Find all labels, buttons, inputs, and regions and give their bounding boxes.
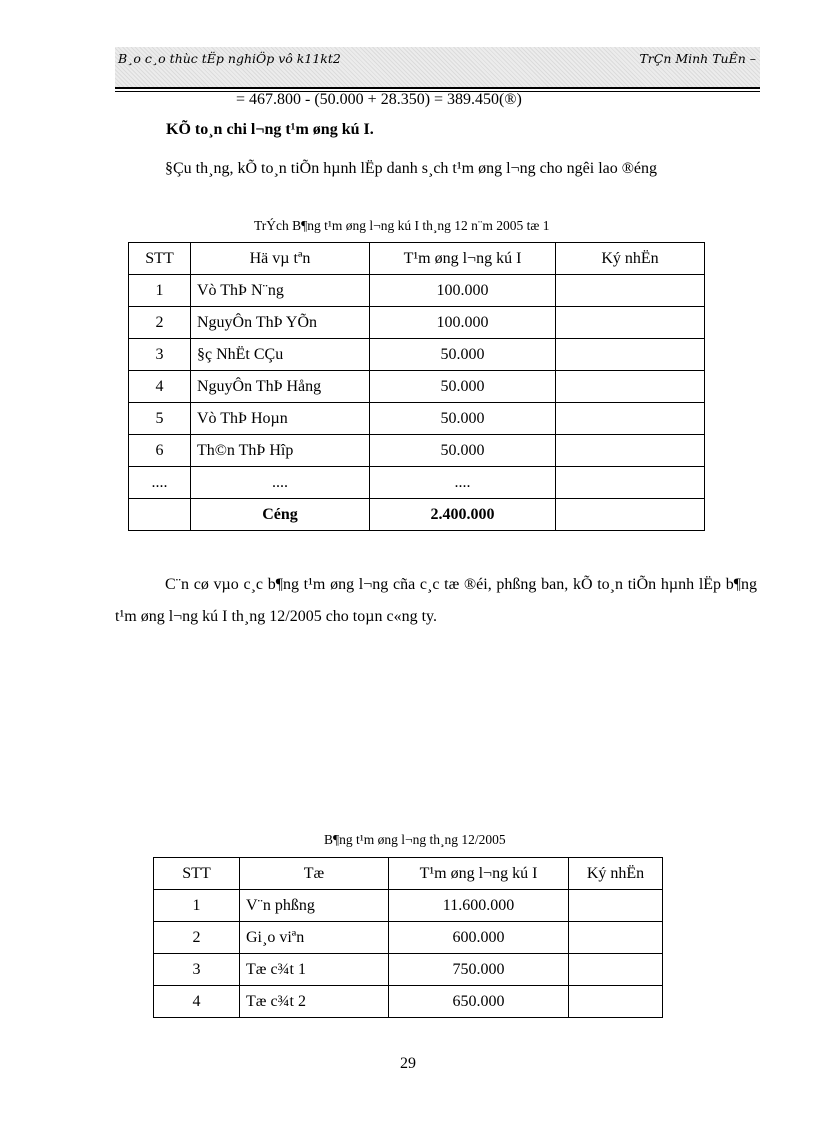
amount-cell: 650.000 [389, 986, 569, 1018]
calculation-formula: = 467.800 - (50.000 + 28.350) = 389.450(®) [236, 91, 522, 108]
amount-cell: 50.000 [370, 435, 556, 467]
table-row [154, 954, 663, 986]
column-header: STT [129, 243, 191, 275]
column-header: Ký nhËn [556, 243, 705, 275]
signature-cell [556, 371, 705, 403]
table-row [154, 986, 663, 1018]
table-row [129, 275, 705, 307]
amount-cell: 100.000 [370, 275, 556, 307]
unit-cell: Tæ c¾t 2 [240, 986, 389, 1018]
running-header-title: B¸o c¸o thùc tËp nghiÖp vô k11kt2 [118, 51, 341, 66]
stt-cell: 1 [154, 890, 240, 922]
name-cell: Vò ThÞ N¨ng [191, 275, 370, 307]
amount-cell: 11.600.000 [389, 890, 569, 922]
name-cell: NguyÔn ThÞ YÕn [191, 307, 370, 339]
column-header: Tæ [240, 858, 389, 890]
body-paragraph-1: §Çu th¸ng, kÕ to¸n tiÕn hµnh lËp danh s¸ch t¹m øng l¬ng cho ngêi lao ®éng [165, 160, 658, 177]
name-cell: NguyÔn ThÞ Hång [191, 371, 370, 403]
stt-cell: 3 [154, 954, 240, 986]
amount-cell: 50.000 [370, 371, 556, 403]
stt-cell: 6 [129, 435, 191, 467]
stt-cell: 2 [154, 922, 240, 954]
stt-cell: 4 [154, 986, 240, 1018]
advance-salary-team-table [128, 242, 705, 531]
table-row [129, 435, 705, 467]
signature-cell [556, 467, 705, 499]
name-cell: .... [191, 467, 370, 499]
body-paragraph-2: C¨n cø vµo c¸c b¶ng t¹m øng l¬ng cña c¸c tæ ®éi, phßng ban, kÕ to¸n tiÕn hµnh lËp b¶ng t¹m øng l¬ng kú I th¸ng 12/2005 cho toµn c«ng ty. [115, 576, 757, 625]
unit-cell: Gi¸o viªn [240, 922, 389, 954]
name-cell: §ç NhËt CÇu [191, 339, 370, 371]
section-title: KÕ to¸n chi l¬ng t¹m øng kú I. [166, 121, 374, 138]
advance-salary-company-table [153, 857, 663, 1018]
amount-cell: 750.000 [389, 954, 569, 986]
name-cell: Th©n ThÞ Hîp [191, 435, 370, 467]
stt-cell: 2 [129, 307, 191, 339]
signature-cell [556, 403, 705, 435]
signature-cell [556, 275, 705, 307]
total-label: Céng [191, 499, 370, 531]
column-header: Hä vµ tªn [191, 243, 370, 275]
signature-cell [556, 307, 705, 339]
stt-cell [129, 499, 191, 531]
running-header-author: TrÇn Minh TuÊn – [639, 51, 756, 66]
table-row [129, 307, 705, 339]
signature-cell [569, 890, 663, 922]
table-row [154, 890, 663, 922]
column-header: T¹m øng l¬ng kú I [389, 858, 569, 890]
signature-cell [556, 339, 705, 371]
amount-cell: 100.000 [370, 307, 556, 339]
stt-cell: 1 [129, 275, 191, 307]
table2-caption: B¶ng t¹m øng l¬ng th¸ng 12/2005 [324, 832, 506, 847]
header-rule-thick [115, 87, 760, 89]
page-number: 29 [400, 1055, 416, 1072]
signature-cell [556, 499, 705, 531]
table1-caption: TrÝch B¶ng t¹m øng l¬ng kú I th¸ng 12 n¨m 2005 tæ 1 [254, 218, 550, 233]
signature-cell [556, 435, 705, 467]
name-cell: Vò ThÞ Hoµn [191, 403, 370, 435]
total-row [129, 499, 705, 531]
column-header: T¹m øng l¬ng kú I [370, 243, 556, 275]
signature-cell [569, 954, 663, 986]
stt-cell: .... [129, 467, 191, 499]
table-row [129, 467, 705, 499]
table-row [129, 371, 705, 403]
total-amount: 2.400.000 [370, 499, 556, 531]
column-header: STT [154, 858, 240, 890]
table-row [154, 922, 663, 954]
stt-cell: 5 [129, 403, 191, 435]
table-header-row [129, 243, 705, 275]
unit-cell: V¨n phßng [240, 890, 389, 922]
table-row [129, 339, 705, 371]
amount-cell: 50.000 [370, 403, 556, 435]
signature-cell [569, 986, 663, 1018]
signature-cell [569, 922, 663, 954]
column-header: Ký nhËn [569, 858, 663, 890]
table-row [129, 403, 705, 435]
amount-cell: 600.000 [389, 922, 569, 954]
amount-cell: 50.000 [370, 339, 556, 371]
amount-cell: .... [370, 467, 556, 499]
unit-cell: Tæ c¾t 1 [240, 954, 389, 986]
stt-cell: 4 [129, 371, 191, 403]
table-header-row [154, 858, 663, 890]
stt-cell: 3 [129, 339, 191, 371]
